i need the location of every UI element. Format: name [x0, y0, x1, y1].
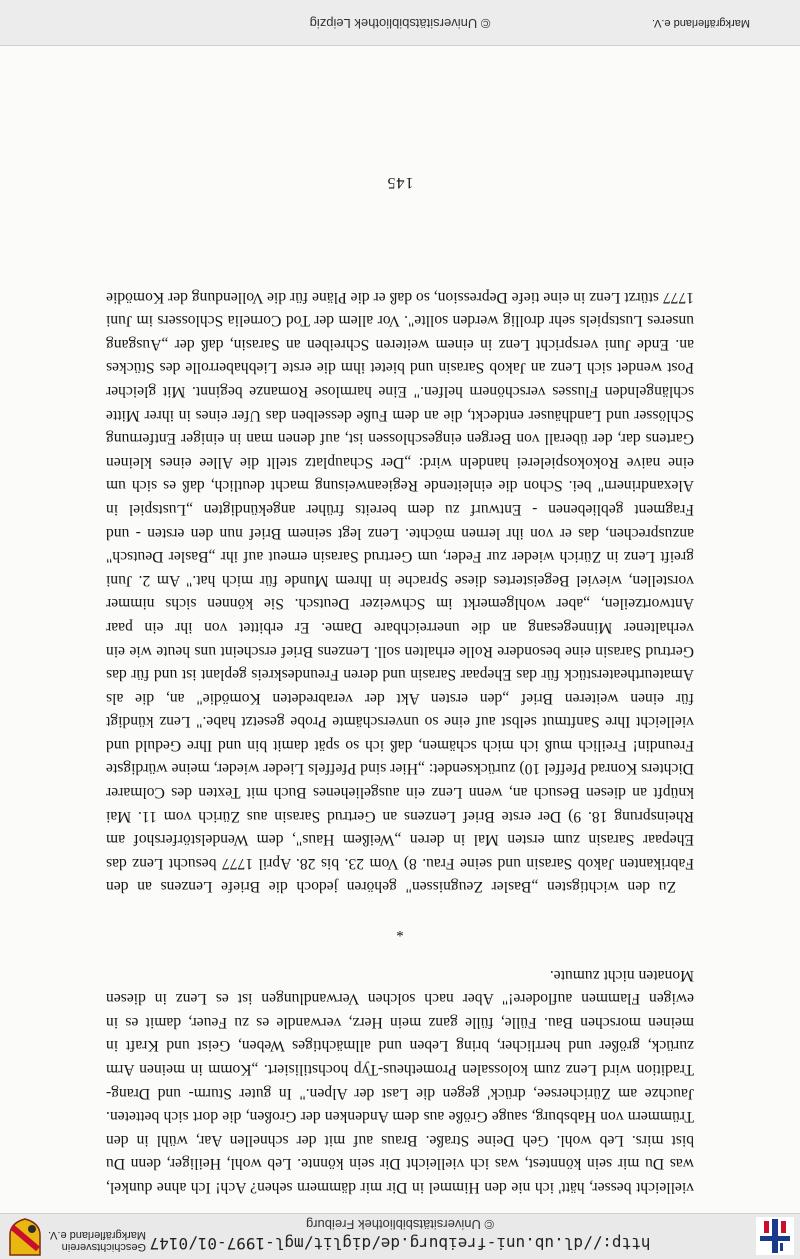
society-line-2: Markgräflerland e.V. — [48, 1229, 147, 1241]
copyright-notice: © Universitätsbibliothek Freiburg — [305, 1217, 495, 1232]
paragraph-continued: vielleicht besser, hätt' ich nie den Himmel in Dir mir dämmern sehen? Ach! Ich ahne dunkel, was Du mir sein könntest, was ich vielleicht Dir sein könnte. Leb wohl, Heiliger, denn Du bist mirs. Leb wohl. Geh Deine Straße. Braus auf mit der schnellen Aar, wühl in den Trümmern von Habsburg, sauge Größe aus dem Andenken der Großen, die dort sich betteten. Jauchze am Zürichersee, drück' gegen die Last der Alpen." In guter Sturm- und Drang-Tradition wird Lenz zum kolossalen Prometheus-Typ hochstilisiert. „Komm in meinen Arm zurück, größer und herrlicher, bring Leben und allmächtiges Weben, Geist und Kraft in meinen morschen Bau. Fülle, fülle ganz mein Herz, verwandle es zu Feuer, damit es in ewigen Flammen auflodere!" Aber nach solchen Verwandlungen ist es Lenz in diesen Monaten nicht zumute. — [106, 966, 694, 1196]
source-header-bar — [0, 0, 800, 46]
source-footer-bar — [0, 1213, 800, 1259]
page-number: 145 — [386, 174, 414, 191]
coat-of-arms-icon — [8, 1217, 42, 1257]
header-copyright: © Universitätsbibliothek Leipzig — [309, 16, 491, 31]
society-caption — [48, 1229, 146, 1253]
society-line-1: Geschichtsverein — [61, 1241, 147, 1253]
document-url[interactable]: http://dl.ub.uni-freiburg.de/diglit/mgl-1997-01/0147 — [149, 1234, 651, 1253]
page-body — [106, 285, 694, 1199]
section-separator: * — [396, 923, 404, 940]
header-society: Markgräflerland e.V. — [651, 17, 750, 29]
paragraph-sarasin-letters: Zu den wichtigsten „Basler Zeugnissen" gehören jedoch die Briefe Lenzens an den Fabrikanten Jakob Sarasin und seine Frau. 8) Vom 23. bis 28. April 1777 besucht Lenz das Ehepaar Sarasin zum ersten Mal in deren „Weißem Haus", dem Wendelstörfershof am Rheinsprung 18. 9) Der erste Brief Lenzens an Gertrud Sarasin aus Zürich vom 11. Mai knüpft an diesen Besuch an, wenn Lenz ein ausgeliehenes Buch mit Texten des Colmarer Dichters Konrad Pfeffel 10) zurücksendet: „Hier sind Pfeffels Lieder wieder, meine würdigste Freundin! Freilich muß ich mich schämen, daß ich so spät damit bin und Ihre Geduld und vielleicht Ihre Sanftmut selbst auf eine so unverschämte Probe gesetzt habe." Lenz kündigt für einen weiteren Brief „den ersten Akt der verabredeten Komödie" an, die als Amateurtheaterstück für das Ehepaar Sarasin und deren Freundeskreis geplant ist und für das Gertrud Sarasin eine besondere Rolle erhalten soll. Lenzens Brief erscheint uns heute wie ein verhaltener Minnegesang an die unerreichbare Dame. Er erbittet von ihr ein paar Antwortzeilen, „aber wohlgemerkt im Schweizer Deutsch. Sie können sichs nimmer vorstellen, wieviel Begeistertes diese Sprache in Ihrem Munde für mich hat." Am 2. Juni greift Lenz in Zürich wieder zur Feder, um Gertrud Sarasin erneut auf ihr „Basler Deutsch" anzusprechen, das er von ihr lernen möchte. Lenz legt seinem Brief nun den ersten - und Fragment gebliebenen - Entwurf zu dem bereits früher angekündigten „Lustspiel in Alexandrinern" bei. Schon die einleitende Regieanweisung macht deutlich, daß es sich um eine naive Rokokospielerei handeln wird: „Der Schauplatz stellt die Allee eines kleinen Gartens dar, der überall von Bergen eingeschlossen ist, auf denen man in einiger Entfernung Schlösser und Landhäuser entdeckt, die an dem Fuße desselben das Ufer eines in ihrer Mitte schlängelnden Flusses verschönern helfen." Eine harmlose Romanze beginnt. Mit gleicher Post wendet sich Lenz an Jakob Sarasin und bietet ihm die erste Liebhaberrolle des Stückes an. Ende Juni verspricht Lenz in einem weiteren Schreiben an Sarasin, daß der „Ausgang unseres Lustspiels sehr drollig werden sollte". Vor allem der Tod Cornelia Schlossers im Juni 1777 stürzt Lenz in eine tiefe Depression, so daß er die Pläne für die Vollendung der Komödie — [106, 288, 694, 896]
